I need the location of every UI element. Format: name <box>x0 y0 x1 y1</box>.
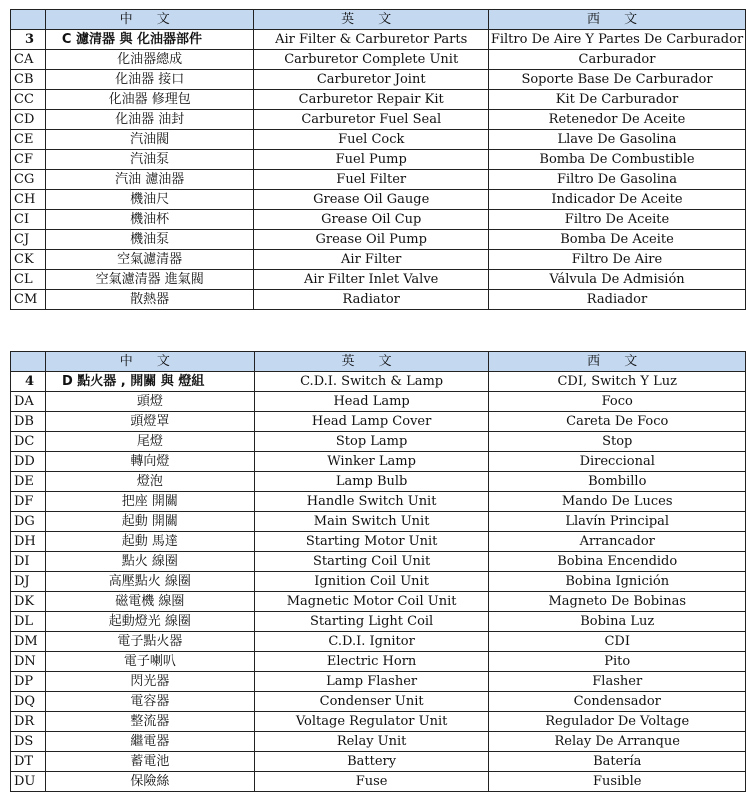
part-code: DS <box>11 732 46 752</box>
part-name-spanish: Stop <box>489 432 746 452</box>
table-row <box>11 70 746 90</box>
part-name-chinese: 起動 馬達 <box>45 532 254 552</box>
header-spanish: 西 文 <box>489 352 746 372</box>
table-row <box>11 150 746 170</box>
part-name-english: Battery <box>254 752 489 772</box>
section-number: 4 <box>11 372 46 392</box>
part-name-spanish: Radiador <box>489 290 746 310</box>
part-code: DH <box>11 532 46 552</box>
part-name-chinese: 電子點火器 <box>45 632 254 652</box>
part-name-spanish: Bomba De Aceite <box>489 230 746 250</box>
table-row <box>11 772 746 792</box>
part-code: DM <box>11 632 46 652</box>
table-row <box>11 170 746 190</box>
part-name-chinese: 高壓點火 線圈 <box>45 572 254 592</box>
table-row <box>11 492 746 512</box>
header-spanish: 西 文 <box>489 10 746 30</box>
part-code: DF <box>11 492 46 512</box>
part-name-chinese: 點火 線圈 <box>45 552 254 572</box>
part-name-chinese: 電容器 <box>45 692 254 712</box>
part-name-chinese: 機油杯 <box>45 210 254 230</box>
table-row <box>11 512 746 532</box>
part-code: CH <box>11 190 46 210</box>
part-name-spanish: Flasher <box>489 672 746 692</box>
part-name-english: Fuel Filter <box>254 170 489 190</box>
part-name-english: Air Filter Inlet Valve <box>254 270 489 290</box>
part-name-spanish: Bombillo <box>489 472 746 492</box>
part-name-chinese: 化油器 接口 <box>45 70 254 90</box>
table-row <box>11 290 746 310</box>
part-name-spanish: Retenedor De Aceite <box>489 110 746 130</box>
part-name-english: Lamp Flasher <box>254 672 489 692</box>
part-code: DE <box>11 472 46 492</box>
part-name-spanish: Condensador <box>489 692 746 712</box>
part-name-english: Grease Oil Pump <box>254 230 489 250</box>
section-title-chinese: D 點火器 , 開關 與 燈組 <box>45 372 254 392</box>
part-name-english: Starting Light Coil <box>254 612 489 632</box>
part-code: CF <box>11 150 46 170</box>
table-row <box>11 392 746 412</box>
part-name-spanish: Mando De Luces <box>489 492 746 512</box>
table-row <box>11 452 746 472</box>
table-row <box>11 612 746 632</box>
part-name-english: Grease Oil Gauge <box>254 190 489 210</box>
parts-table-carburetor <box>10 9 746 310</box>
part-name-chinese: 機油泵 <box>45 230 254 250</box>
table-row <box>11 412 746 432</box>
part-name-english: Fuel Pump <box>254 150 489 170</box>
part-name-spanish: Foco <box>489 392 746 412</box>
part-name-english: Carburetor Complete Unit <box>254 50 489 70</box>
table-row <box>11 552 746 572</box>
part-name-chinese: 起動燈光 線圈 <box>45 612 254 632</box>
table-row <box>11 712 746 732</box>
part-name-spanish: Relay De Arranque <box>489 732 746 752</box>
part-code: CJ <box>11 230 46 250</box>
part-name-english: Carburetor Repair Kit <box>254 90 489 110</box>
part-code: DC <box>11 432 46 452</box>
part-code: CK <box>11 250 46 270</box>
part-name-chinese: 汽油泵 <box>45 150 254 170</box>
language-header-row <box>11 352 746 372</box>
parts-table-body <box>11 352 746 792</box>
part-name-spanish: Soporte Base De Carburador <box>489 70 746 90</box>
part-name-spanish: Llavín Principal <box>489 512 746 532</box>
part-code: DD <box>11 452 46 472</box>
part-name-chinese: 汽油 濾油器 <box>45 170 254 190</box>
part-code: CC <box>11 90 46 110</box>
part-code: CI <box>11 210 46 230</box>
section-title-row <box>11 30 746 50</box>
part-code: DK <box>11 592 46 612</box>
part-name-chinese: 整流器 <box>45 712 254 732</box>
table-row <box>11 732 746 752</box>
part-name-spanish: Kit De Carburador <box>489 90 746 110</box>
part-name-english: Carburetor Joint <box>254 70 489 90</box>
part-name-chinese: 化油器 油封 <box>45 110 254 130</box>
part-name-spanish: Indicador De Aceite <box>489 190 746 210</box>
table-row <box>11 672 746 692</box>
part-name-spanish: Filtro De Aceite <box>489 210 746 230</box>
part-name-english: Ignition Coil Unit <box>254 572 489 592</box>
part-name-chinese: 保險絲 <box>45 772 254 792</box>
part-name-spanish: Filtro De Gasolina <box>489 170 746 190</box>
part-name-english: Grease Oil Cup <box>254 210 489 230</box>
table-row <box>11 50 746 70</box>
part-name-english: Fuel Cock <box>254 130 489 150</box>
part-name-chinese: 尾燈 <box>45 432 254 452</box>
header-english: 英 文 <box>254 10 489 30</box>
part-code: DU <box>11 772 46 792</box>
part-name-chinese: 空氣濾清器 進氣閥 <box>45 270 254 290</box>
part-name-chinese: 電子喇叭 <box>45 652 254 672</box>
table-row <box>11 130 746 150</box>
part-code: CM <box>11 290 46 310</box>
part-name-chinese: 空氣濾清器 <box>45 250 254 270</box>
part-name-spanish: Válvula De Admisión <box>489 270 746 290</box>
table-row <box>11 632 746 652</box>
part-name-spanish: Magneto De Bobinas <box>489 592 746 612</box>
section-title-row <box>11 372 746 392</box>
part-name-chinese: 蓄電池 <box>45 752 254 772</box>
part-name-spanish: Bomba De Combustible <box>489 150 746 170</box>
part-code: DQ <box>11 692 46 712</box>
part-name-english: Magnetic Motor Coil Unit <box>254 592 489 612</box>
part-code: CL <box>11 270 46 290</box>
part-code: DR <box>11 712 46 732</box>
part-name-english: Voltage Regulator Unit <box>254 712 489 732</box>
part-code: CA <box>11 50 46 70</box>
section-title-chinese: C 濾清器 與 化油器部件 <box>45 30 254 50</box>
part-name-spanish: CDI <box>489 632 746 652</box>
part-name-english: Relay Unit <box>254 732 489 752</box>
part-code: DB <box>11 412 46 432</box>
table-row <box>11 752 746 772</box>
part-name-chinese: 汽油閥 <box>45 130 254 150</box>
part-name-chinese: 閃光器 <box>45 672 254 692</box>
table-row <box>11 592 746 612</box>
part-name-chinese: 機油尺 <box>45 190 254 210</box>
table-row <box>11 210 746 230</box>
part-code: DJ <box>11 572 46 592</box>
table-row <box>11 250 746 270</box>
part-name-chinese: 化油器總成 <box>45 50 254 70</box>
part-code: CG <box>11 170 46 190</box>
part-name-english: Starting Motor Unit <box>254 532 489 552</box>
header-chinese: 中 文 <box>45 352 254 372</box>
part-name-spanish: Careta De Foco <box>489 412 746 432</box>
part-code: DL <box>11 612 46 632</box>
header-blank-cell <box>11 10 46 30</box>
part-code: DI <box>11 552 46 572</box>
part-code: CB <box>11 70 46 90</box>
part-name-spanish: Bobina Ignición <box>489 572 746 592</box>
part-name-chinese: 磁電機 線圈 <box>45 592 254 612</box>
part-name-spanish: Pito <box>489 652 746 672</box>
section-number: 3 <box>11 30 46 50</box>
section-title-english: Air Filter & Carburetor Parts <box>254 30 489 50</box>
part-name-spanish: Regulador De Voltage <box>489 712 746 732</box>
part-name-spanish: Llave De Gasolina <box>489 130 746 150</box>
part-name-english: Electric Horn <box>254 652 489 672</box>
section-title-english: C.D.I. Switch & Lamp <box>254 372 489 392</box>
part-name-chinese: 把座 開關 <box>45 492 254 512</box>
part-name-english: Head Lamp Cover <box>254 412 489 432</box>
part-name-spanish: Batería <box>489 752 746 772</box>
part-name-english: Stop Lamp <box>254 432 489 452</box>
part-code: DP <box>11 672 46 692</box>
part-code: DT <box>11 752 46 772</box>
part-name-english: Starting Coil Unit <box>254 552 489 572</box>
table-row <box>11 432 746 452</box>
table-row <box>11 572 746 592</box>
part-name-chinese: 轉向燈 <box>45 452 254 472</box>
table-row <box>11 190 746 210</box>
language-header-row <box>11 10 746 30</box>
parts-table-ignition <box>10 351 746 792</box>
part-code: CD <box>11 110 46 130</box>
part-name-english: C.D.I. Ignitor <box>254 632 489 652</box>
section-title-spanish: Filtro De Aire Y Partes De Carburador <box>489 30 746 50</box>
table-row <box>11 472 746 492</box>
table-row <box>11 532 746 552</box>
table-row <box>11 692 746 712</box>
part-name-english: Winker Lamp <box>254 452 489 472</box>
part-code: DA <box>11 392 46 412</box>
part-code: CE <box>11 130 46 150</box>
table-row <box>11 652 746 672</box>
part-name-english: Head Lamp <box>254 392 489 412</box>
table-row <box>11 230 746 250</box>
header-chinese: 中 文 <box>45 10 254 30</box>
header-english: 英 文 <box>254 352 489 372</box>
part-name-english: Lamp Bulb <box>254 472 489 492</box>
part-name-chinese: 繼電器 <box>45 732 254 752</box>
part-name-spanish: Bobina Luz <box>489 612 746 632</box>
part-name-chinese: 散熱器 <box>45 290 254 310</box>
part-name-english: Fuse <box>254 772 489 792</box>
section-title-spanish: CDI, Switch Y Luz <box>489 372 746 392</box>
part-name-chinese: 燈泡 <box>45 472 254 492</box>
part-name-english: Radiator <box>254 290 489 310</box>
part-name-english: Condenser Unit <box>254 692 489 712</box>
part-name-english: Handle Switch Unit <box>254 492 489 512</box>
part-name-spanish: Direccional <box>489 452 746 472</box>
part-name-english: Carburetor Fuel Seal <box>254 110 489 130</box>
part-name-spanish: Filtro De Aire <box>489 250 746 270</box>
part-name-english: Main Switch Unit <box>254 512 489 532</box>
table-row <box>11 90 746 110</box>
table-row <box>11 110 746 130</box>
part-name-spanish: Arrancador <box>489 532 746 552</box>
part-code: DN <box>11 652 46 672</box>
part-code: DG <box>11 512 46 532</box>
part-name-chinese: 化油器 修理包 <box>45 90 254 110</box>
parts-table-body <box>11 10 746 310</box>
part-name-spanish: Bobina Encendido <box>489 552 746 572</box>
part-name-spanish: Fusible <box>489 772 746 792</box>
header-blank-cell <box>11 352 46 372</box>
part-name-spanish: Carburador <box>489 50 746 70</box>
part-name-chinese: 頭燈罩 <box>45 412 254 432</box>
table-row <box>11 270 746 290</box>
part-name-chinese: 頭燈 <box>45 392 254 412</box>
part-name-english: Air Filter <box>254 250 489 270</box>
part-name-chinese: 起動 開關 <box>45 512 254 532</box>
